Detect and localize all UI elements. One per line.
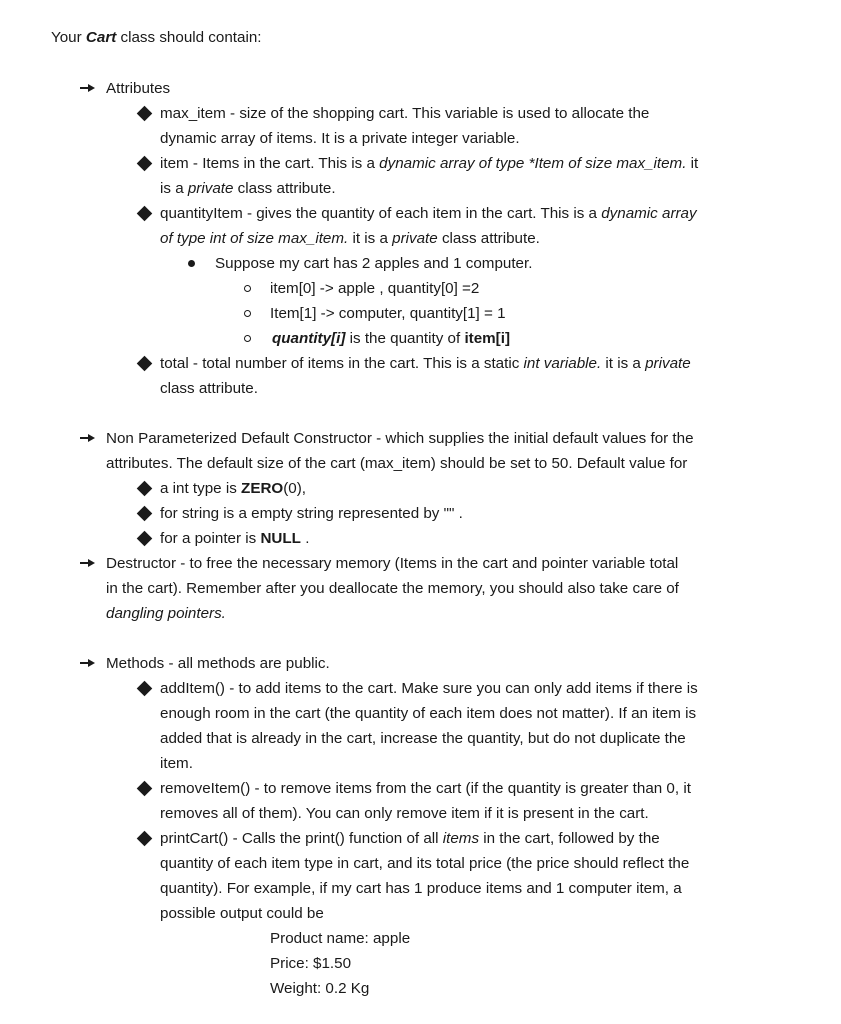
item-italic-text: dynamic array of type *Item of size max_item.: [379, 155, 687, 172]
default-bold-text: ZERO: [241, 480, 284, 497]
diamond-bullet-icon: [137, 531, 153, 547]
circle-bullet-icon: [244, 335, 251, 342]
arrow-bullet-icon: [80, 76, 98, 101]
total-text: it is a: [601, 355, 646, 372]
circle-bullet-icon: [244, 285, 251, 292]
print-text: printCart() - Calls the print() function of all: [160, 830, 443, 847]
diamond-bullet-icon: [137, 106, 153, 122]
total-italic-text: private: [645, 355, 691, 372]
example-bold-italic-text: quantity[i]: [272, 330, 346, 347]
arrow-bullet-icon: [80, 426, 98, 451]
quantity-line-1: [160, 201, 697, 226]
example-sub-2: Item[1] -> computer, quantity[1] = 1: [270, 305, 506, 322]
diamond-bullet-icon: [137, 831, 153, 847]
diamond-bullet-icon: [137, 206, 153, 222]
total-line-1: [160, 351, 691, 376]
quantity-text: class attribute.: [437, 230, 540, 247]
example-sub-3: [272, 326, 510, 351]
example-bold-text: item[i]: [464, 330, 511, 347]
diamond-bullet-icon: [137, 481, 153, 497]
total-line-2: class attribute.: [160, 380, 258, 397]
default-text: for a pointer is: [160, 530, 261, 547]
add-item-line-4: item.: [160, 755, 193, 772]
print-cart-line-3: quantity). For example, if my cart has 1 produce items and 1 computer item, a: [160, 880, 682, 897]
circle-bullet-icon: [244, 310, 251, 317]
item-italic-text: private: [187, 180, 234, 197]
default-bold-text: NULL: [260, 530, 301, 547]
constructor-line-1: Non Parameterized Default Constructor - which supplies the initial default values for the: [106, 430, 694, 447]
example-text: is the quantity of: [345, 330, 465, 347]
quantity-italic-text: private: [392, 230, 438, 247]
remove-item-line-1: removeItem() - to remove items from the cart (if the quantity is greater than 0, it: [160, 780, 691, 797]
add-item-line-3: added that is already in the cart, increase the quantity, but do not duplicate the: [160, 730, 686, 747]
max-item-line-2: dynamic array of items. It is a private integer variable.: [160, 130, 520, 147]
total-italic-text: int variable.: [523, 355, 602, 372]
item-text: is a: [160, 180, 188, 197]
quantity-line-2: [160, 226, 540, 251]
print-cart-line-1: [160, 826, 660, 851]
sample-output-price: Price: $1.50: [270, 955, 352, 972]
default-int: [160, 476, 306, 501]
example-sub-1: item[0] -> apple , quantity[0] =2: [270, 280, 480, 297]
diamond-bullet-icon: [137, 506, 153, 522]
default-string: for string is a empty string represented by "" .: [160, 505, 463, 522]
item-text: item - Items in the cart. This is a: [160, 155, 380, 172]
destructor-line-2: in the cart). Remember after you deallocate the memory, you should also take care of: [106, 580, 679, 597]
max-item-line-1: max_item - size of the shopping cart. This variable is used to allocate the: [160, 105, 650, 122]
item-line-2: [160, 176, 336, 201]
diamond-bullet-icon: [137, 681, 153, 697]
remove-item-line-2: removes all of them). You can only remove item if it is present in the cart.: [160, 805, 649, 822]
heading-post: class should contain:: [116, 29, 262, 46]
default-text: a int type is: [160, 480, 242, 497]
add-item-line-1: addItem() - to add items to the cart. Make sure you can only add items if there is: [160, 680, 698, 697]
arrow-bullet-icon: [80, 651, 98, 676]
item-text: class attribute.: [233, 180, 336, 197]
print-text: in the cart, followed by the: [479, 830, 660, 847]
diamond-bullet-icon: [137, 156, 153, 172]
diamond-bullet-icon: [137, 781, 153, 797]
attributes-title: Attributes: [106, 80, 171, 97]
destructor-line-3: dangling pointers.: [106, 605, 226, 622]
constructor-line-2: attributes. The default size of the cart (max_item) should be set to 50. Default value for: [106, 455, 688, 472]
default-pointer: [160, 526, 309, 551]
example-intro: Suppose my cart has 2 apples and 1 computer.: [215, 255, 533, 272]
sample-output-name: Product name: apple: [270, 930, 411, 947]
sample-output-weight: Weight: 0.2 Kg: [270, 980, 370, 997]
default-text: .: [300, 530, 310, 547]
heading-pre: Your: [51, 29, 86, 46]
total-text: total - total number of items in the cart. This is a static: [160, 355, 524, 372]
print-italic-text: items: [442, 830, 480, 847]
diamond-bullet-icon: [137, 356, 153, 372]
quantity-text: quantityItem - gives the quantity of each item in the cart. This is a: [160, 205, 602, 222]
arrow-bullet-icon: [80, 551, 98, 576]
add-item-line-2: enough room in the cart (the quantity of each item does not matter). If an item is: [160, 705, 697, 722]
print-cart-line-2: quantity of each item type in cart, and its total price (the price should reflect the: [160, 855, 690, 872]
methods-title: Methods - all methods are public.: [106, 655, 330, 672]
item-text: it: [686, 155, 699, 172]
default-text: (0),: [283, 480, 307, 497]
quantity-italic-text: of type int of size max_item.: [160, 230, 349, 247]
quantity-text: it is a: [348, 230, 393, 247]
page-heading: [51, 25, 262, 50]
heading-class-name: Cart: [85, 29, 117, 46]
quantity-italic-text: dynamic array: [601, 205, 697, 222]
dot-bullet-icon: [188, 260, 195, 267]
item-line-1: [160, 151, 698, 176]
destructor-line-1: Destructor - to free the necessary memory (Items in the cart and pointer variable total: [106, 555, 679, 572]
print-cart-line-4: possible output could be: [160, 905, 324, 922]
